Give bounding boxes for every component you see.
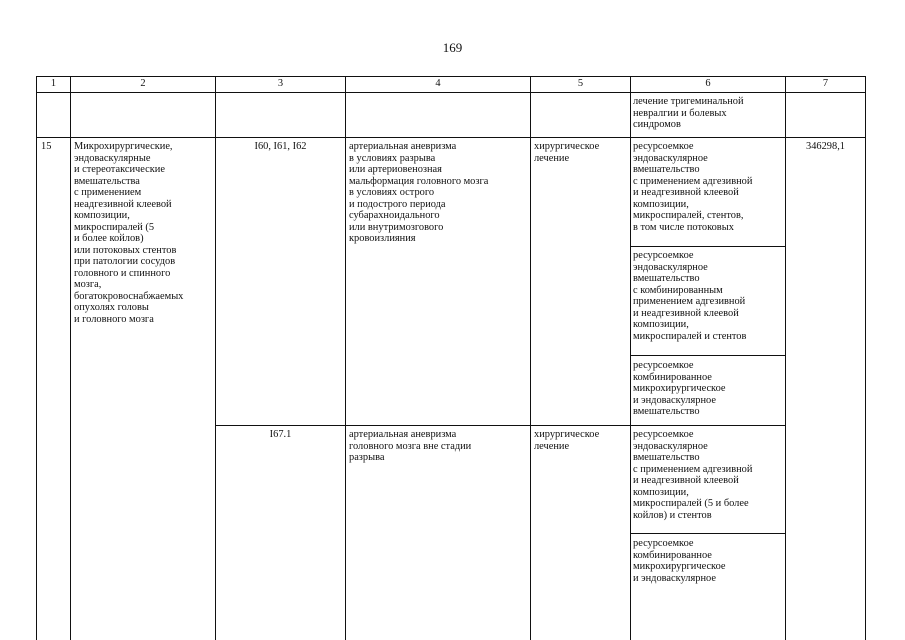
rule-method-a2 bbox=[630, 355, 786, 356]
col-header-3: 3 bbox=[277, 78, 284, 89]
rule-header-bottom bbox=[36, 92, 865, 93]
continuation-method: лечение тригеминальной невралгии и болевых синдромов bbox=[633, 96, 744, 130]
col-header-1: 1 bbox=[50, 78, 57, 89]
method-a2: ресурсоемкое эндоваскулярное вмешательство с комбинированным применением адгезивной и неадгезивной клеевой композиции, микроспиралей и стентов bbox=[633, 250, 747, 342]
col-border-5 bbox=[630, 76, 631, 640]
col-border-7 bbox=[865, 76, 866, 640]
col-border-4 bbox=[530, 76, 531, 640]
col-header-4: 4 bbox=[435, 78, 441, 89]
diagnosis-codes-a: I60, I61, I62 bbox=[254, 141, 307, 152]
col-header-7: 7 bbox=[822, 78, 829, 89]
col-border-2 bbox=[215, 76, 216, 640]
treatment-type-b: хирургическое лечение bbox=[534, 429, 600, 452]
method-a1: ресурсоемкое эндоваскулярное вмешательство с применением адгезивной и неадгезивной клеевой композиции, микроспиралей, стентов, в том числе потоковых bbox=[633, 141, 753, 233]
col-border-0 bbox=[36, 76, 37, 640]
row-number: 15 bbox=[41, 141, 52, 152]
rule-method-a1 bbox=[630, 246, 786, 247]
profile-name: Микрохирургические, эндоваскулярные и стереотаксические вмешательства с применением неадгезивной клеевой композиции, микроспиралей (5 и более койлов) или потоковых стентов при патологии сосудов головного и спинного мозга, богатокровоснабжаемых опухолях головы и головного мозга bbox=[74, 141, 184, 325]
method-b2: ресурсоемкое комбинированное микрохирургическое и эндоваскулярное bbox=[633, 538, 726, 584]
rule-subrow bbox=[215, 425, 786, 426]
col-header-6: 6 bbox=[705, 78, 711, 89]
col-border-3 bbox=[345, 76, 346, 640]
rule-method-b1 bbox=[630, 533, 786, 534]
price: 346298,1 bbox=[806, 141, 845, 152]
treatment-type-a: хирургическое лечение bbox=[534, 141, 600, 164]
col-header-2: 2 bbox=[140, 78, 146, 89]
rule-row-start bbox=[36, 137, 865, 138]
col-border-1 bbox=[70, 76, 71, 640]
col-header-5: 5 bbox=[577, 78, 584, 89]
col-border-6 bbox=[785, 76, 786, 640]
method-a3: ресурсоемкое комбинированное микрохирургическое и эндоваскулярное вмешательство bbox=[633, 360, 726, 417]
patient-model-a: артериальная аневризма в условиях разрыва или артериовенозная мальформация головного мозга в условиях острого и подострого периода субарахноидального или внутримозгового кровоизлияния bbox=[349, 141, 489, 244]
page-number: 169 bbox=[442, 40, 463, 55]
method-b1: ресурсоемкое эндоваскулярное вмешательство с применением адгезивной и неадгезивной клеевой композиции, микроспиралей (5 и более койлов) и стентов bbox=[633, 429, 753, 521]
diagnosis-codes-b: I67.1 bbox=[269, 429, 292, 440]
patient-model-b: артериальная аневризма головного мозга вне стадии разрыва bbox=[349, 429, 472, 463]
